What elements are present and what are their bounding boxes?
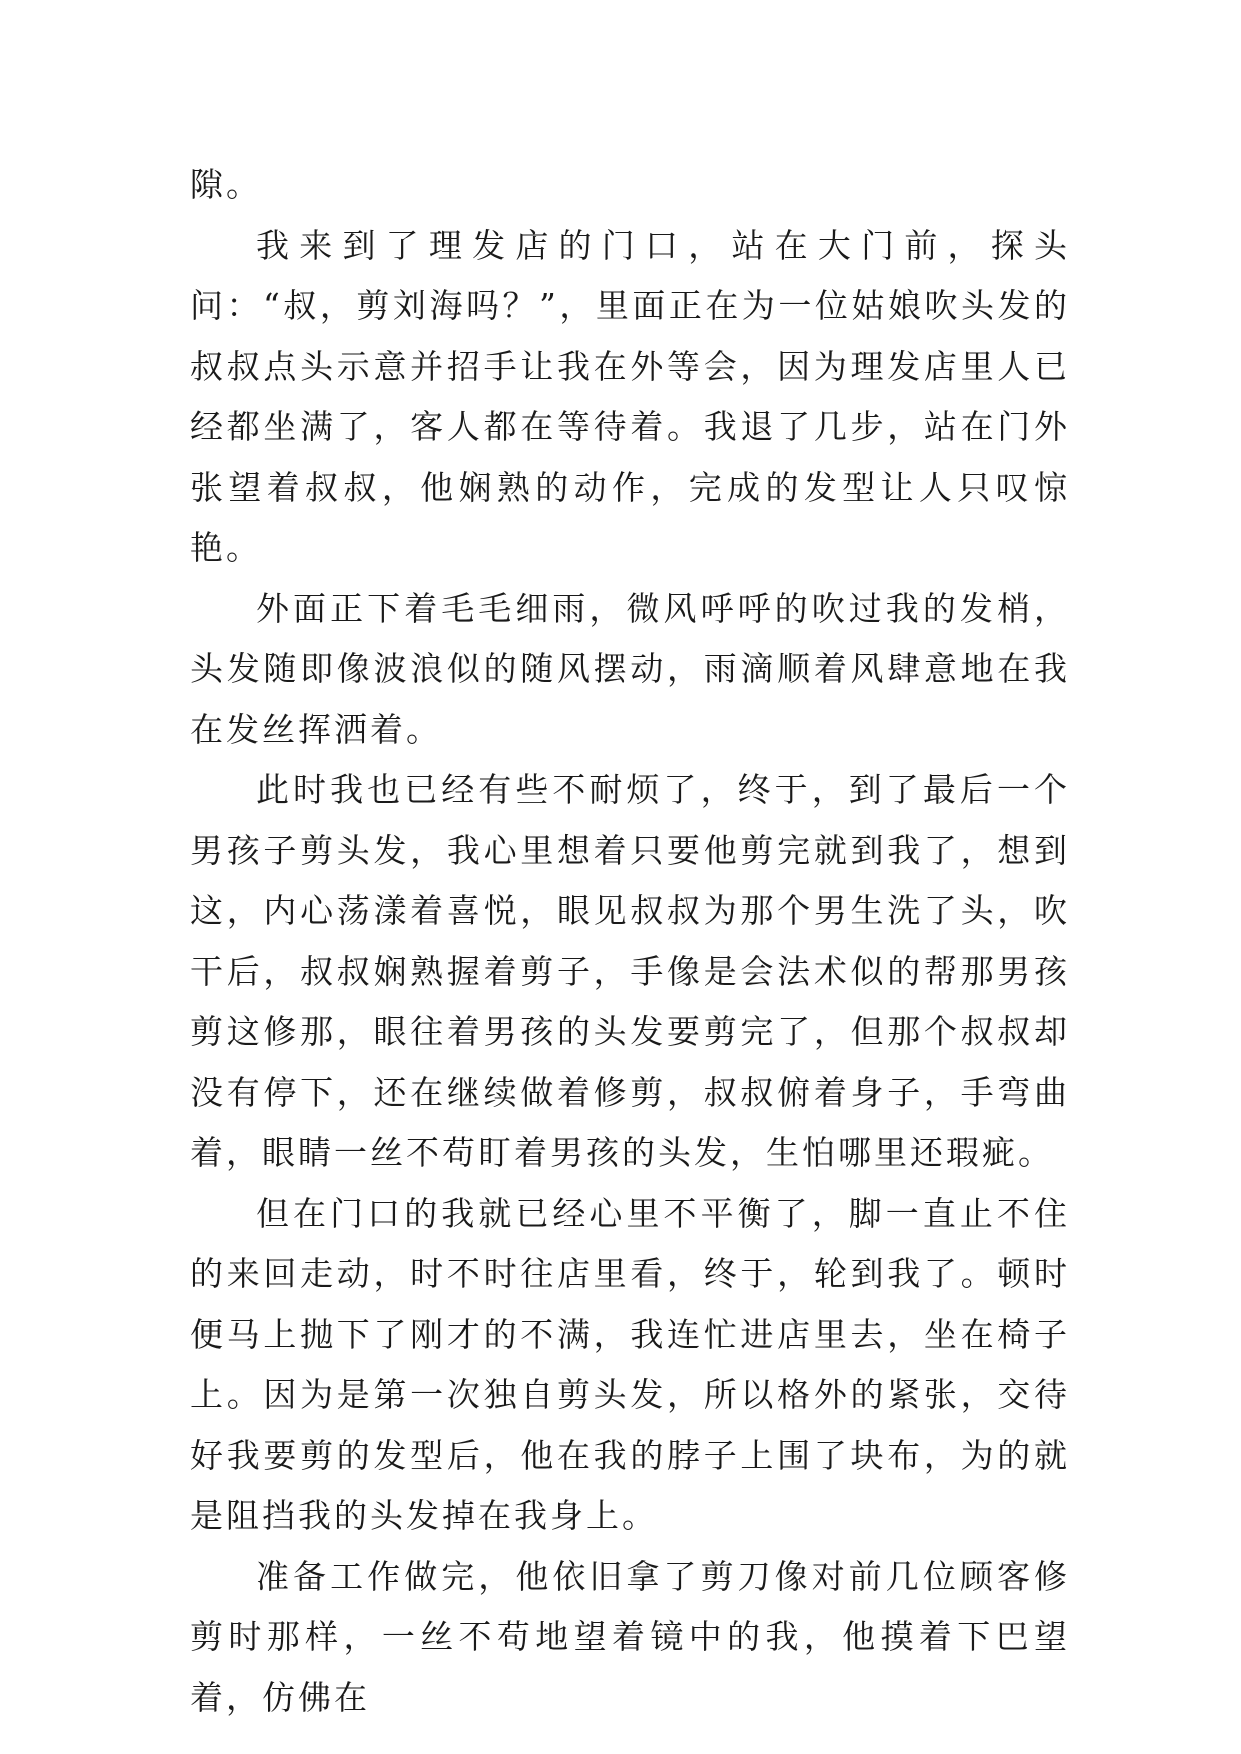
paragraph-5: 但在门口的我就已经心里不平衡了，脚一直止不住的来回走动，时不时往店里看，终于，轮到我了。顿时便马上抛下了刚才的不满，我连忙进店里去，坐在椅子上。因为是第一次独自剪头发，所以格外的紧张，交待好我要剪的发型后，他在我的脖子上围了块布，为的就是阻挡我的头发掉在我身上。 <box>190 1193 1070 1535</box>
body-text <box>190 155 1070 1728</box>
paragraph-1: 隙。 <box>190 165 262 204</box>
paragraph-3: 外面正下着毛毛细雨，微风呼呼的吹过我的发梢，头发随即像波浪似的随风摆动，雨滴顺着风肆意地在我在发丝挥洒着。 <box>190 588 1070 749</box>
paragraph-4: 此时我也已经有些不耐烦了，终于，到了最后一个男孩子剪头发，我心里想着只要他剪完就到我了，想到这，内心荡漾着喜悦，眼见叔叔为那个男生洗了头，吹干后，叔叔娴熟握着剪子，手像是会法术似的帮那男孩剪这修那，眼往着男孩的头发要剪完了，但那个叔叔却没有停下，还在继续做着修剪，叔叔俯着身子，手弯曲着，眼睛一丝不苟盯着男孩的头发，生怕哪里还瑕疵。 <box>190 770 1070 1172</box>
paragraph-6: 准备工作做完，他依旧拿了剪刀像对前几位顾客修剪时那样，一丝不苟地望着镜中的我，他摸着下巴望着，仿佛在 <box>190 1556 1070 1717</box>
paragraph-2: 我来到了理发店的门口，站在大门前，探头问：“叔，剪刘海吗？”，里面正在为一位姑娘吹头发的叔叔点头示意并招手让我在外等会，因为理发店里人已经都坐满了，客人都在等待着。我退了几步，站在门外张望着叔叔，他娴熟的动作，完成的发型让人只叹惊艳。 <box>190 225 1070 567</box>
